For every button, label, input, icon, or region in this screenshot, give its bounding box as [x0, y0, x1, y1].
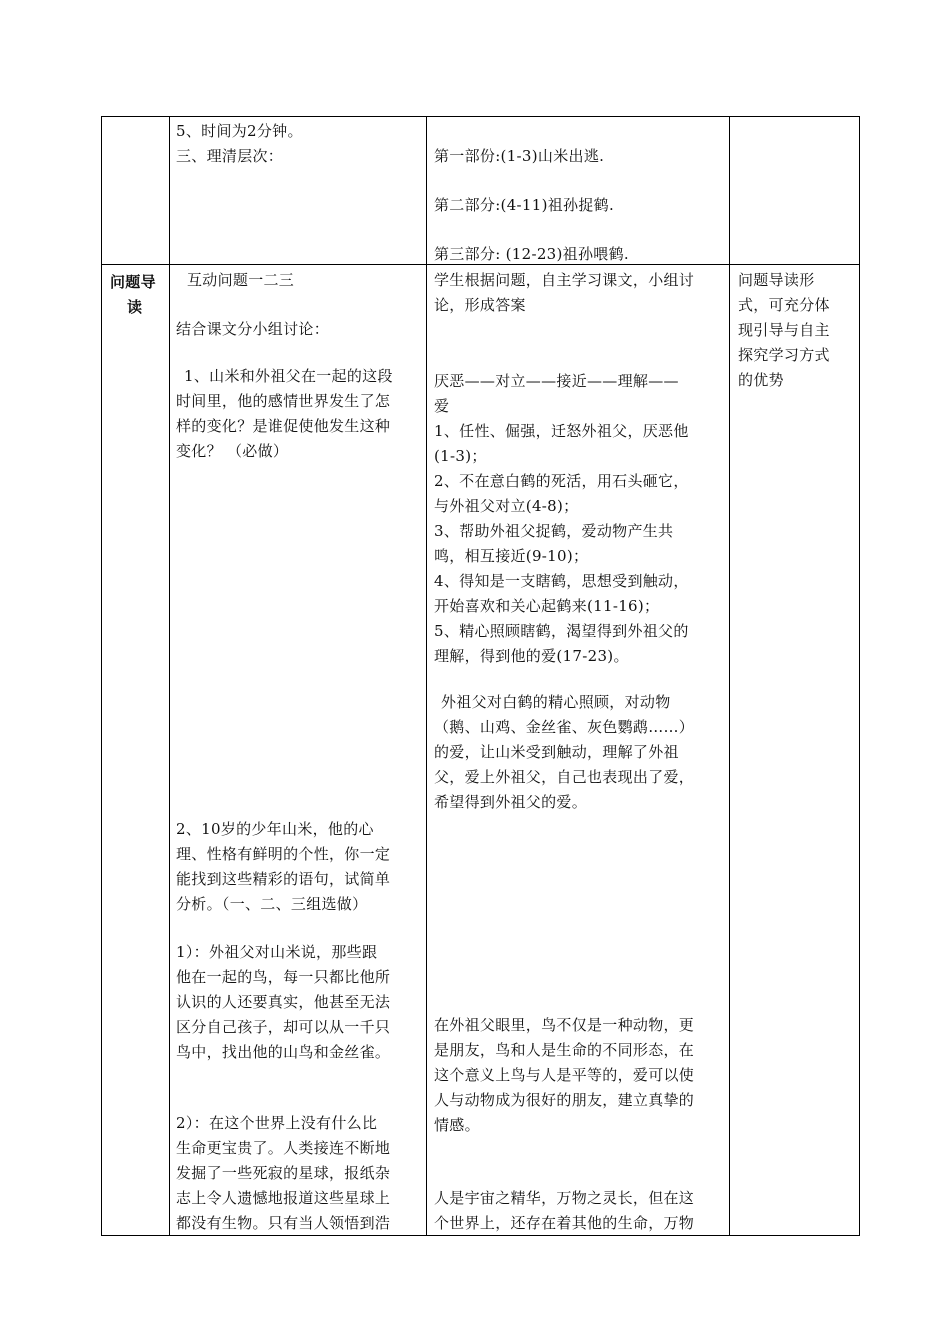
answer-4-line: 人是宇宙之精华，万物之灵长，但在这	[434, 1189, 695, 1207]
answer-1-line: 4、得知是一支瞎鹤，思想受到触动，	[434, 572, 689, 590]
answer-3-line: 情感。	[434, 1116, 480, 1134]
activity-title: 互动问题一二三	[187, 271, 295, 289]
sentence-2-line: 生命更宝贵了。人类接连不断地	[176, 1139, 391, 1157]
answer-1-line: 3、帮助外祖父捉鹤，爱动物产生共	[434, 522, 674, 540]
answer-1-line: 厌恶——对立——接近——理解——	[434, 372, 679, 390]
answer-2-line: 的爱，让山米受到触动，理解了外祖	[434, 743, 679, 761]
answer-1-line: 爱	[434, 397, 450, 415]
answer-3-line: 是朋友，鸟和人是生命的不同形态，在	[434, 1041, 695, 1059]
answer-2-line: 父，爱上外祖父，自己也表现出了爱，	[434, 768, 695, 786]
sentence-2-line: 都没有生物。只有当人领悟到浩	[176, 1214, 391, 1232]
answer-1-line: 理解，得到他的爱(17-23)。	[434, 647, 629, 665]
question-1-line: 1、山米和外祖父在一起的这段	[184, 367, 393, 385]
row1-col3-part3: 第三部分: (12-23)祖孙喂鹤.	[434, 245, 629, 263]
answer-4-line: 个世界上，还存在着其他的生命，万物	[434, 1214, 695, 1232]
question-1-line: 样的变化？是谁促使他发生这种	[176, 417, 391, 435]
answer-1-line: 与外祖父对立(4-8)；	[434, 497, 579, 515]
design-note-line: 现引导与自主	[738, 321, 830, 339]
question-2-line: 分析。（一、二、三组选做）	[176, 895, 368, 913]
answer-1-line: 5、精心照顾瞎鹤，渴望得到外祖父的	[434, 622, 689, 640]
sentence-2-line: 发掘了一些死寂的星球，报纸杂	[176, 1164, 391, 1182]
design-note-line: 的优势	[738, 371, 784, 389]
column-divider	[426, 117, 427, 1235]
column-divider	[169, 117, 170, 1235]
sentence-2-line: 2）：在这个世界上没有什么比	[176, 1114, 378, 1132]
student-activity-line: 学生根据问题，自主学习课文，小组讨	[434, 271, 695, 289]
answer-2-line: （鹅、山鸡、金丝雀、灰色鹦鹉……）	[434, 718, 695, 736]
answer-3-line: 人与动物成为很好的朋友，建立真挚的	[434, 1091, 695, 1109]
answer-1-line: 开始喜欢和关心起鹤来(11-16)；	[434, 597, 660, 615]
answer-3-line: 这个意义上鸟与人是平等的，爱可以使	[434, 1066, 695, 1084]
question-2-line: 能找到这些精彩的语句，试简单	[176, 870, 391, 888]
design-note-line: 探究学习方式	[738, 346, 830, 364]
question-1-line: 时间里，他的感情世界发生了怎	[176, 392, 391, 410]
sentence-1-line: 1）：外祖父对山米说，那些跟	[176, 943, 378, 961]
answer-3-line: 在外祖父眼里，鸟不仅是一种动物，更	[434, 1016, 695, 1034]
row1-col3-part2: 第二部分:(4-11)祖孙捉鹤.	[434, 196, 615, 214]
answer-1-line: 鸣，相互接近(9-10)；	[434, 547, 589, 565]
sentence-1-line: 区分自己孩子，却可以从一千只	[176, 1018, 391, 1036]
row1-col2-line: 三、理清层次：	[176, 147, 284, 165]
answer-2-line: 外祖父对白鹤的精心照顾，对动物	[441, 693, 671, 711]
sentence-1-line: 他在一起的鸟，每一只都比他所	[176, 968, 391, 986]
row1-col2-line: 5、时间为2分钟。	[176, 122, 303, 140]
sentence-1-line: 鸟中，找出他的山鸟和金丝雀。	[176, 1043, 391, 1061]
column-divider	[729, 117, 730, 1235]
row-header: 读	[127, 298, 143, 316]
answer-1-line: 2、不在意白鹤的死活，用石头砸它，	[434, 472, 689, 490]
answer-1-line: (1-3)；	[434, 447, 487, 465]
student-activity-line: 论，形成答案	[434, 296, 526, 314]
sentence-1-line: 认识的人还要真实，他甚至无法	[176, 993, 391, 1011]
question-1-line: 变化？ （必做）	[176, 442, 289, 460]
answer-2-line: 希望得到外祖父的爱。	[434, 793, 588, 811]
sentence-2-line: 志上令人遗憾地报道这些星球上	[176, 1189, 391, 1207]
row1-col3-part1: 第一部份:(1-3)山米出逃.	[434, 147, 605, 165]
question-2-line: 理、性格有鲜明的个性，你一定	[176, 845, 391, 863]
question-2-line: 2、10岁的少年山米，他的心	[176, 820, 374, 838]
design-note-line: 问题导读形	[738, 271, 815, 289]
activity-intro: 结合课文分小组讨论：	[176, 320, 330, 338]
design-note-line: 式，可充分体	[738, 296, 830, 314]
answer-1-line: 1、任性、倔强，迁怒外祖父，厌恶他	[434, 422, 689, 440]
row-header: 问题导	[110, 273, 156, 291]
